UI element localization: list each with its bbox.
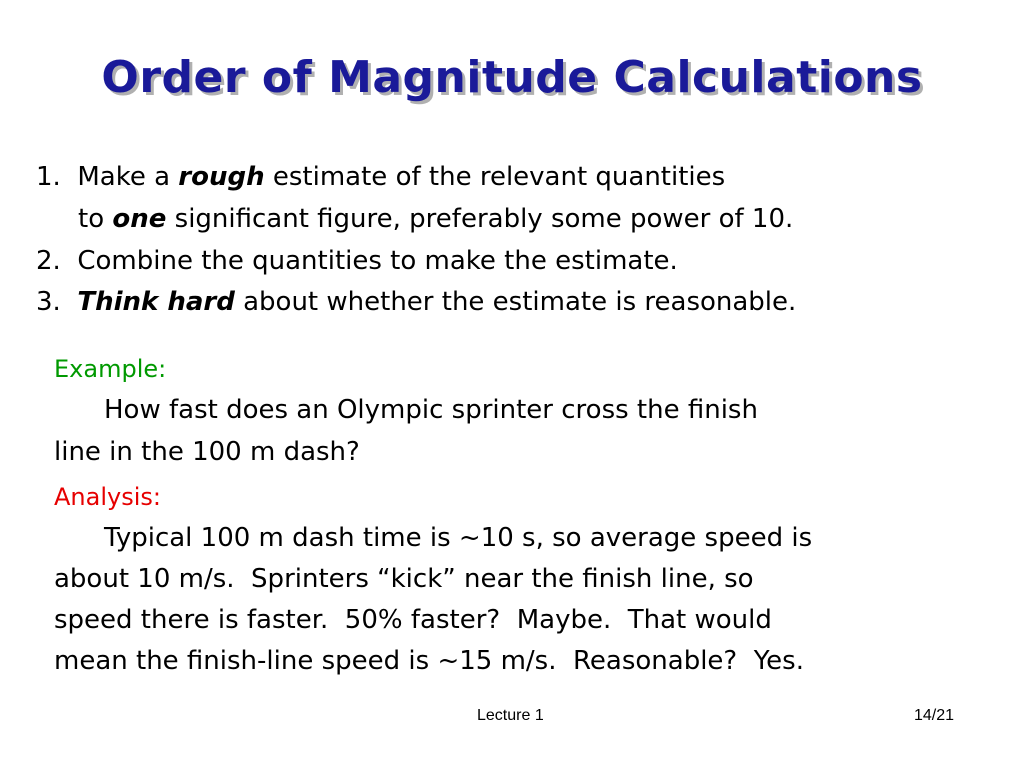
analysis-heading: Analysis: <box>54 483 161 511</box>
step-1-line-1 <box>36 162 725 192</box>
step-2-line <box>36 246 678 276</box>
footer-page-number: 14/21 <box>914 707 955 724</box>
step-1-text-pre: Make a <box>77 162 179 192</box>
step-3-text-post: about whether the estimate is reasonable. <box>234 287 797 317</box>
step-1-emphasis-rough: rough <box>178 162 265 192</box>
step-1-emphasis-one: one <box>112 204 167 234</box>
step-1-text-post: estimate of the relevant quantities <box>264 162 726 192</box>
step-3-emphasis-think-hard: Think hard <box>77 287 235 317</box>
footer-lecture-label: Lecture 1 <box>477 707 544 724</box>
step-1-line-2-pre: to <box>78 204 113 234</box>
step-3-number: 3. <box>36 287 61 317</box>
step-1-line-2 <box>78 204 793 234</box>
analysis-line-2: about 10 m/s. Sprinters “kick” near the finish line, so <box>54 564 754 594</box>
example-line-1: How fast does an Olympic sprinter cross the finish <box>104 395 758 425</box>
step-1-number: 1. <box>36 162 61 192</box>
analysis-line-1: Typical 100 m dash time is ~10 s, so average speed is <box>104 523 813 553</box>
analysis-line-3: speed there is faster. 50% faster? Maybe. That would <box>54 605 772 635</box>
step-3-line <box>36 287 796 317</box>
example-line-2: line in the 100 m dash? <box>54 437 360 467</box>
example-heading: Example: <box>54 355 167 383</box>
step-2-number: 2. <box>36 246 61 276</box>
analysis-line-4: mean the finish-line speed is ~15 m/s. Reasonable? Yes. <box>54 646 804 676</box>
step-2-text: Combine the quantities to make the estimate. <box>77 246 678 276</box>
step-1-line-2-post: significant figure, preferably some power of 10. <box>166 204 794 234</box>
slide-title: Order of Magnitude Calculations <box>101 52 923 103</box>
